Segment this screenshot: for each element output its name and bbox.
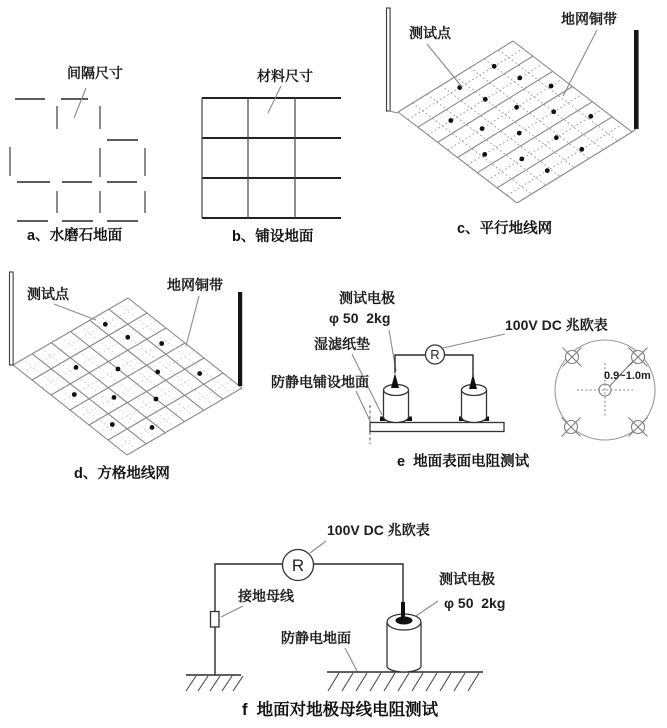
grid-line	[32, 354, 146, 444]
copper-strip-leader-line	[186, 296, 199, 346]
test-point-dot	[517, 131, 522, 136]
test-point-leader-line	[427, 44, 462, 87]
hatch-line	[328, 673, 339, 691]
label-ground-busbar: 接地母线	[238, 588, 294, 604]
grid-line	[398, 112, 517, 203]
ground-bar-right-icon	[238, 292, 242, 386]
grid-line	[408, 49, 523, 120]
label-spacing-size: 间隔尺寸	[67, 65, 123, 81]
ground-bar-left-icon	[10, 272, 14, 365]
grid-line	[128, 298, 242, 388]
hatch-line	[426, 673, 437, 691]
label-electrode-spec-e: φ 50 2kg	[329, 310, 391, 326]
grid-line	[51, 343, 165, 433]
hatch-line	[468, 673, 479, 691]
electrode-leader-line	[413, 601, 438, 618]
test-point-dot	[483, 97, 488, 102]
grid-line	[448, 79, 563, 150]
test-point-dot	[549, 84, 554, 89]
floor-leader-line	[345, 648, 357, 671]
label-antistatic-paved-floor: 防静电铺设地面	[271, 374, 369, 390]
electrode-left-terminal	[391, 373, 399, 388]
meter-leader-line	[310, 541, 326, 553]
caption-c: c、平行地线网	[457, 221, 553, 237]
test-point-dot	[517, 76, 522, 81]
test-point-dot	[514, 105, 519, 110]
grid-line	[61, 337, 175, 427]
spacing-leader-line	[74, 88, 86, 118]
meter-symbol: R	[430, 347, 440, 362]
material-leader-line	[268, 86, 281, 113]
grid-line	[13, 365, 127, 455]
grid-line	[497, 117, 612, 188]
busbar-resistance-test	[186, 541, 483, 691]
grid-line	[80, 326, 194, 416]
ground-busbar-icon	[211, 612, 220, 628]
grid-line	[71, 332, 185, 422]
meter-wires	[215, 564, 403, 675]
label-megohmmeter-e: 100V DC 兆欧表	[505, 317, 608, 333]
caption-b: b、铺设地面	[232, 229, 314, 245]
caption-e: e 地面表面电阻测试	[397, 454, 530, 470]
hatch-line	[370, 673, 381, 691]
meter-leader-line	[443, 334, 505, 348]
test-point-dot	[110, 422, 115, 427]
paved-floor-grid	[202, 86, 341, 218]
meter-symbol: R	[291, 556, 305, 575]
test-point-dot	[150, 425, 155, 430]
earth-ground-left	[186, 675, 243, 691]
label-electrode-spec-f: φ 50 2kg	[444, 595, 506, 611]
label-material-size: 材料尺寸	[257, 68, 313, 84]
grid-line	[90, 320, 204, 410]
label-wet-paper-pad: 湿滤纸垫	[314, 336, 370, 352]
grid-line	[458, 87, 573, 158]
copper-strip-leader-line	[563, 30, 597, 96]
parallel-grid-lines	[398, 41, 632, 203]
label-megohmmeter-f: 100V DC 兆欧表	[327, 522, 430, 538]
busbar-leader-line	[221, 606, 243, 617]
test-point-dot	[545, 168, 550, 173]
test-point-dot	[154, 397, 159, 402]
caption-a: a、水磨石地面	[27, 228, 123, 244]
test-point-dot	[480, 126, 485, 131]
electrode-right-terminal	[469, 374, 477, 389]
grid-line	[477, 102, 592, 173]
hatch-line	[440, 673, 451, 691]
hatch-line	[356, 673, 367, 691]
floor-plate	[370, 423, 504, 432]
label-test-electrode-e: 测试电极	[339, 290, 395, 306]
test-point-dot	[125, 335, 130, 340]
test-point-dot	[588, 114, 593, 119]
ground-bar-right-icon	[634, 30, 639, 129]
grid-line	[487, 109, 602, 180]
test-point-dot	[116, 367, 121, 372]
square-grid-lines	[13, 298, 242, 455]
caption-d: d、方格地线网	[74, 466, 170, 482]
grid-line	[23, 359, 137, 449]
test-point-dot	[551, 109, 556, 114]
test-point-leader-line	[54, 304, 96, 320]
test-point-dot	[448, 118, 453, 123]
surface-resistance-test	[352, 330, 505, 444]
electrode-placement-circle	[555, 340, 655, 440]
test-point-dot	[519, 157, 524, 162]
antistatic-floor-line	[327, 672, 483, 691]
grid-line	[118, 304, 232, 394]
grid-line	[109, 309, 223, 399]
test-point-dot	[103, 322, 108, 327]
hatch-line	[454, 673, 465, 691]
grid-line	[99, 315, 213, 405]
label-copper-strip-d: 地网铜带	[167, 277, 223, 293]
test-point-dot	[155, 370, 160, 375]
grid-line	[42, 348, 156, 438]
grid-line	[507, 124, 622, 195]
hatch-line	[342, 673, 353, 691]
caption-f: f 地面对地极母线电阻测试	[242, 701, 439, 719]
label-antistatic-floor: 防静电地面	[281, 630, 351, 646]
grid-line	[438, 71, 553, 142]
grid-line	[418, 56, 533, 127]
terrazzo-floor-pattern	[10, 88, 145, 221]
floor-leader-line	[356, 391, 371, 423]
hatch-line	[398, 673, 409, 691]
label-copper-strip-c: 地网铜带	[561, 11, 617, 27]
test-point-dot	[579, 147, 584, 152]
test-point-dot	[74, 365, 79, 370]
test-point-dot	[492, 64, 497, 69]
test-point-dot	[197, 371, 202, 376]
label-test-point-d: 测试点	[27, 286, 69, 302]
hatch-line	[384, 673, 395, 691]
test-point-dot	[159, 341, 164, 346]
test-point-dot	[72, 392, 77, 397]
hatch-line	[412, 673, 423, 691]
label-test-point-c: 测试点	[409, 25, 451, 41]
label-distance: 0.9~1.0m	[604, 370, 651, 382]
grid-line	[513, 41, 632, 132]
ground-bar-left-icon	[387, 8, 391, 111]
test-point-dot	[482, 152, 487, 157]
label-test-electrode-f: 测试电极	[439, 571, 495, 587]
test-point-dot	[112, 395, 117, 400]
grid-line	[517, 132, 632, 203]
test-point-dot	[554, 135, 559, 140]
